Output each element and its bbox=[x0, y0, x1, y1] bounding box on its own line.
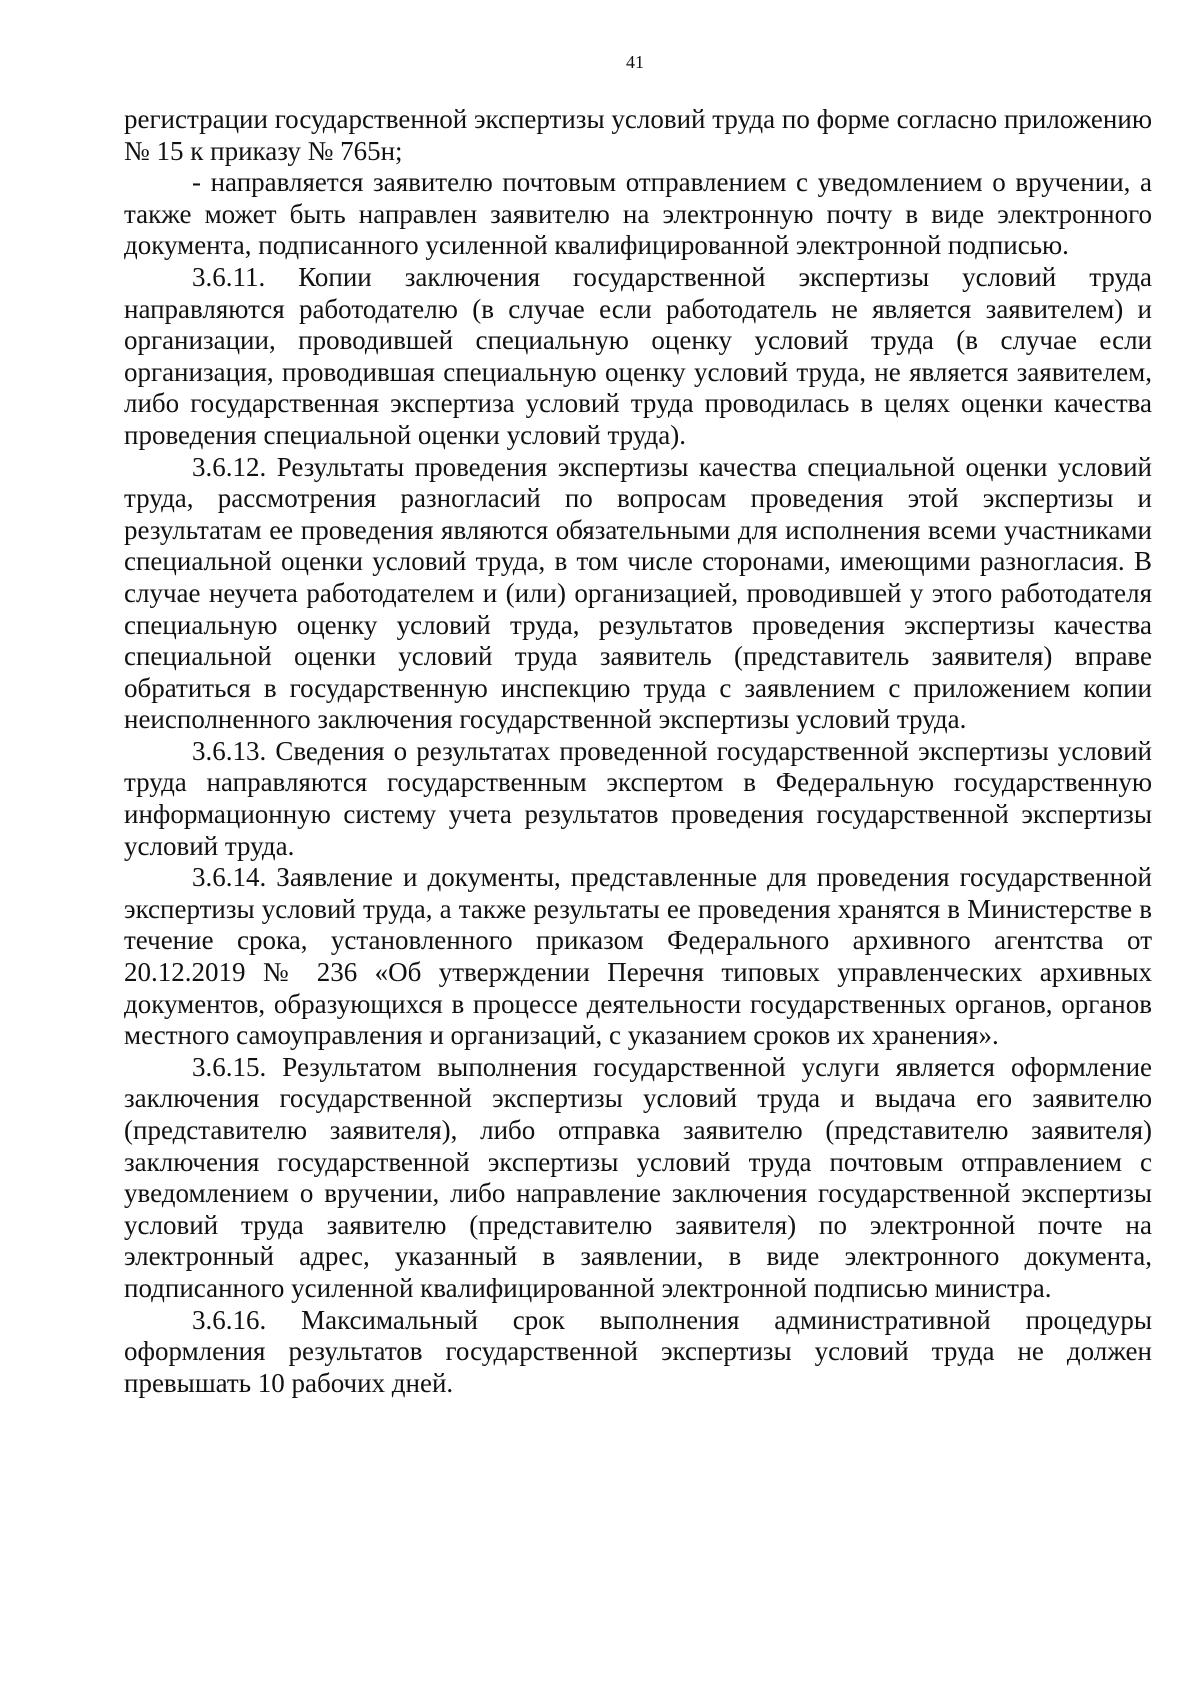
document-body bbox=[124, 104, 1152, 1399]
paragraph-3-6-12: 3.6.12. Результаты проведения экспертизы качества специальной оценки условий труда, рассмотрения разногласий по вопросам проведения этой экспертизы и результатам ее проведения являются обязательными для исполнения всеми участниками специальной оценки условий труда, в том числе сторонами, имеющими разногласия. В случае неучета работодателем и (или) организацией, проводившей у этого работодателя специальную оценку условий труда, результатов проведения экспертизы качества специальной оценки условий труда заявитель (представитель заявителя) вправе обратиться в государственную инспекцию труда с заявлением с приложением копии неисполненного заключения государственной экспертизы условий труда. bbox=[124, 451, 1152, 735]
paragraph-3-6-14: 3.6.14. Заявление и документы, представленные для проведения государственной экспертизы условий труда, а также результаты ее проведения хранятся в Министерстве в течение срока, установленного приказом Федерального архивного агентства от 20.12.2019 № 236 «Об утверждении Перечня типовых управленческих архивных документов, образующихся в процессе деятельности государственных органов, органов местного самоуправления и организаций, с указанием сроков их хранения». bbox=[124, 862, 1152, 1051]
paragraph-3-6-15: 3.6.15. Результатом выполнения государственной услуги является оформление заключения государственной экспертизы условий труда и выдача его заявителю (представителю заявителя), либо отправка заявителю (представителю заявителя) заключения государственной экспертизы условий труда почтовым отправлением с уведомлением о вручении, либо направление заключения государственной экспертизы условий труда заявителю (представителю заявителя) по электронной почте на электронный адрес, указанный в заявлении, в виде электронного документа, подписанного усиленной квалифицированной электронной подписью министра. bbox=[124, 1051, 1152, 1303]
paragraph-3-6-16: 3.6.16. Максимальный срок выполнения административной процедуры оформления результатов государственной экспертизы условий труда не должен превышать 10 рабочих дней. bbox=[124, 1304, 1152, 1398]
page-number: 41 bbox=[626, 52, 644, 72]
paragraph-3-6-11: 3.6.11. Копии заключения государственной экспертизы условий труда направляются работодателю (в случае если работодатель не является заявителем) и организации, проводившей специальную оценку условий труда (в случае если организация, проводившая специальную оценку условий труда, не является заявителем, либо государственная экспертиза условий труда проводилась в целях оценки качества проведения специальной оценки условий труда). bbox=[124, 261, 1152, 450]
paragraph-continuation: регистрации государственной экспертизы условий труда по форме согласно приложению № 15 к приказу № 765н; bbox=[124, 104, 1152, 166]
paragraph-3-6-13: 3.6.13. Сведения о результатах проведенной государственной экспертизы условий труда направляются государственным экспертом в Федеральную государственную информационную систему учета результатов проведения государственной экспертизы условий труда. bbox=[124, 735, 1152, 861]
paragraph-dash-item: - направляется заявителю почтовым отправлением с уведомлением о вручении, а также может быть направлен заявителю на электронную почту в виде электронного документа, подписанного усиленной квалифицированной электронной подписью. bbox=[124, 167, 1152, 261]
